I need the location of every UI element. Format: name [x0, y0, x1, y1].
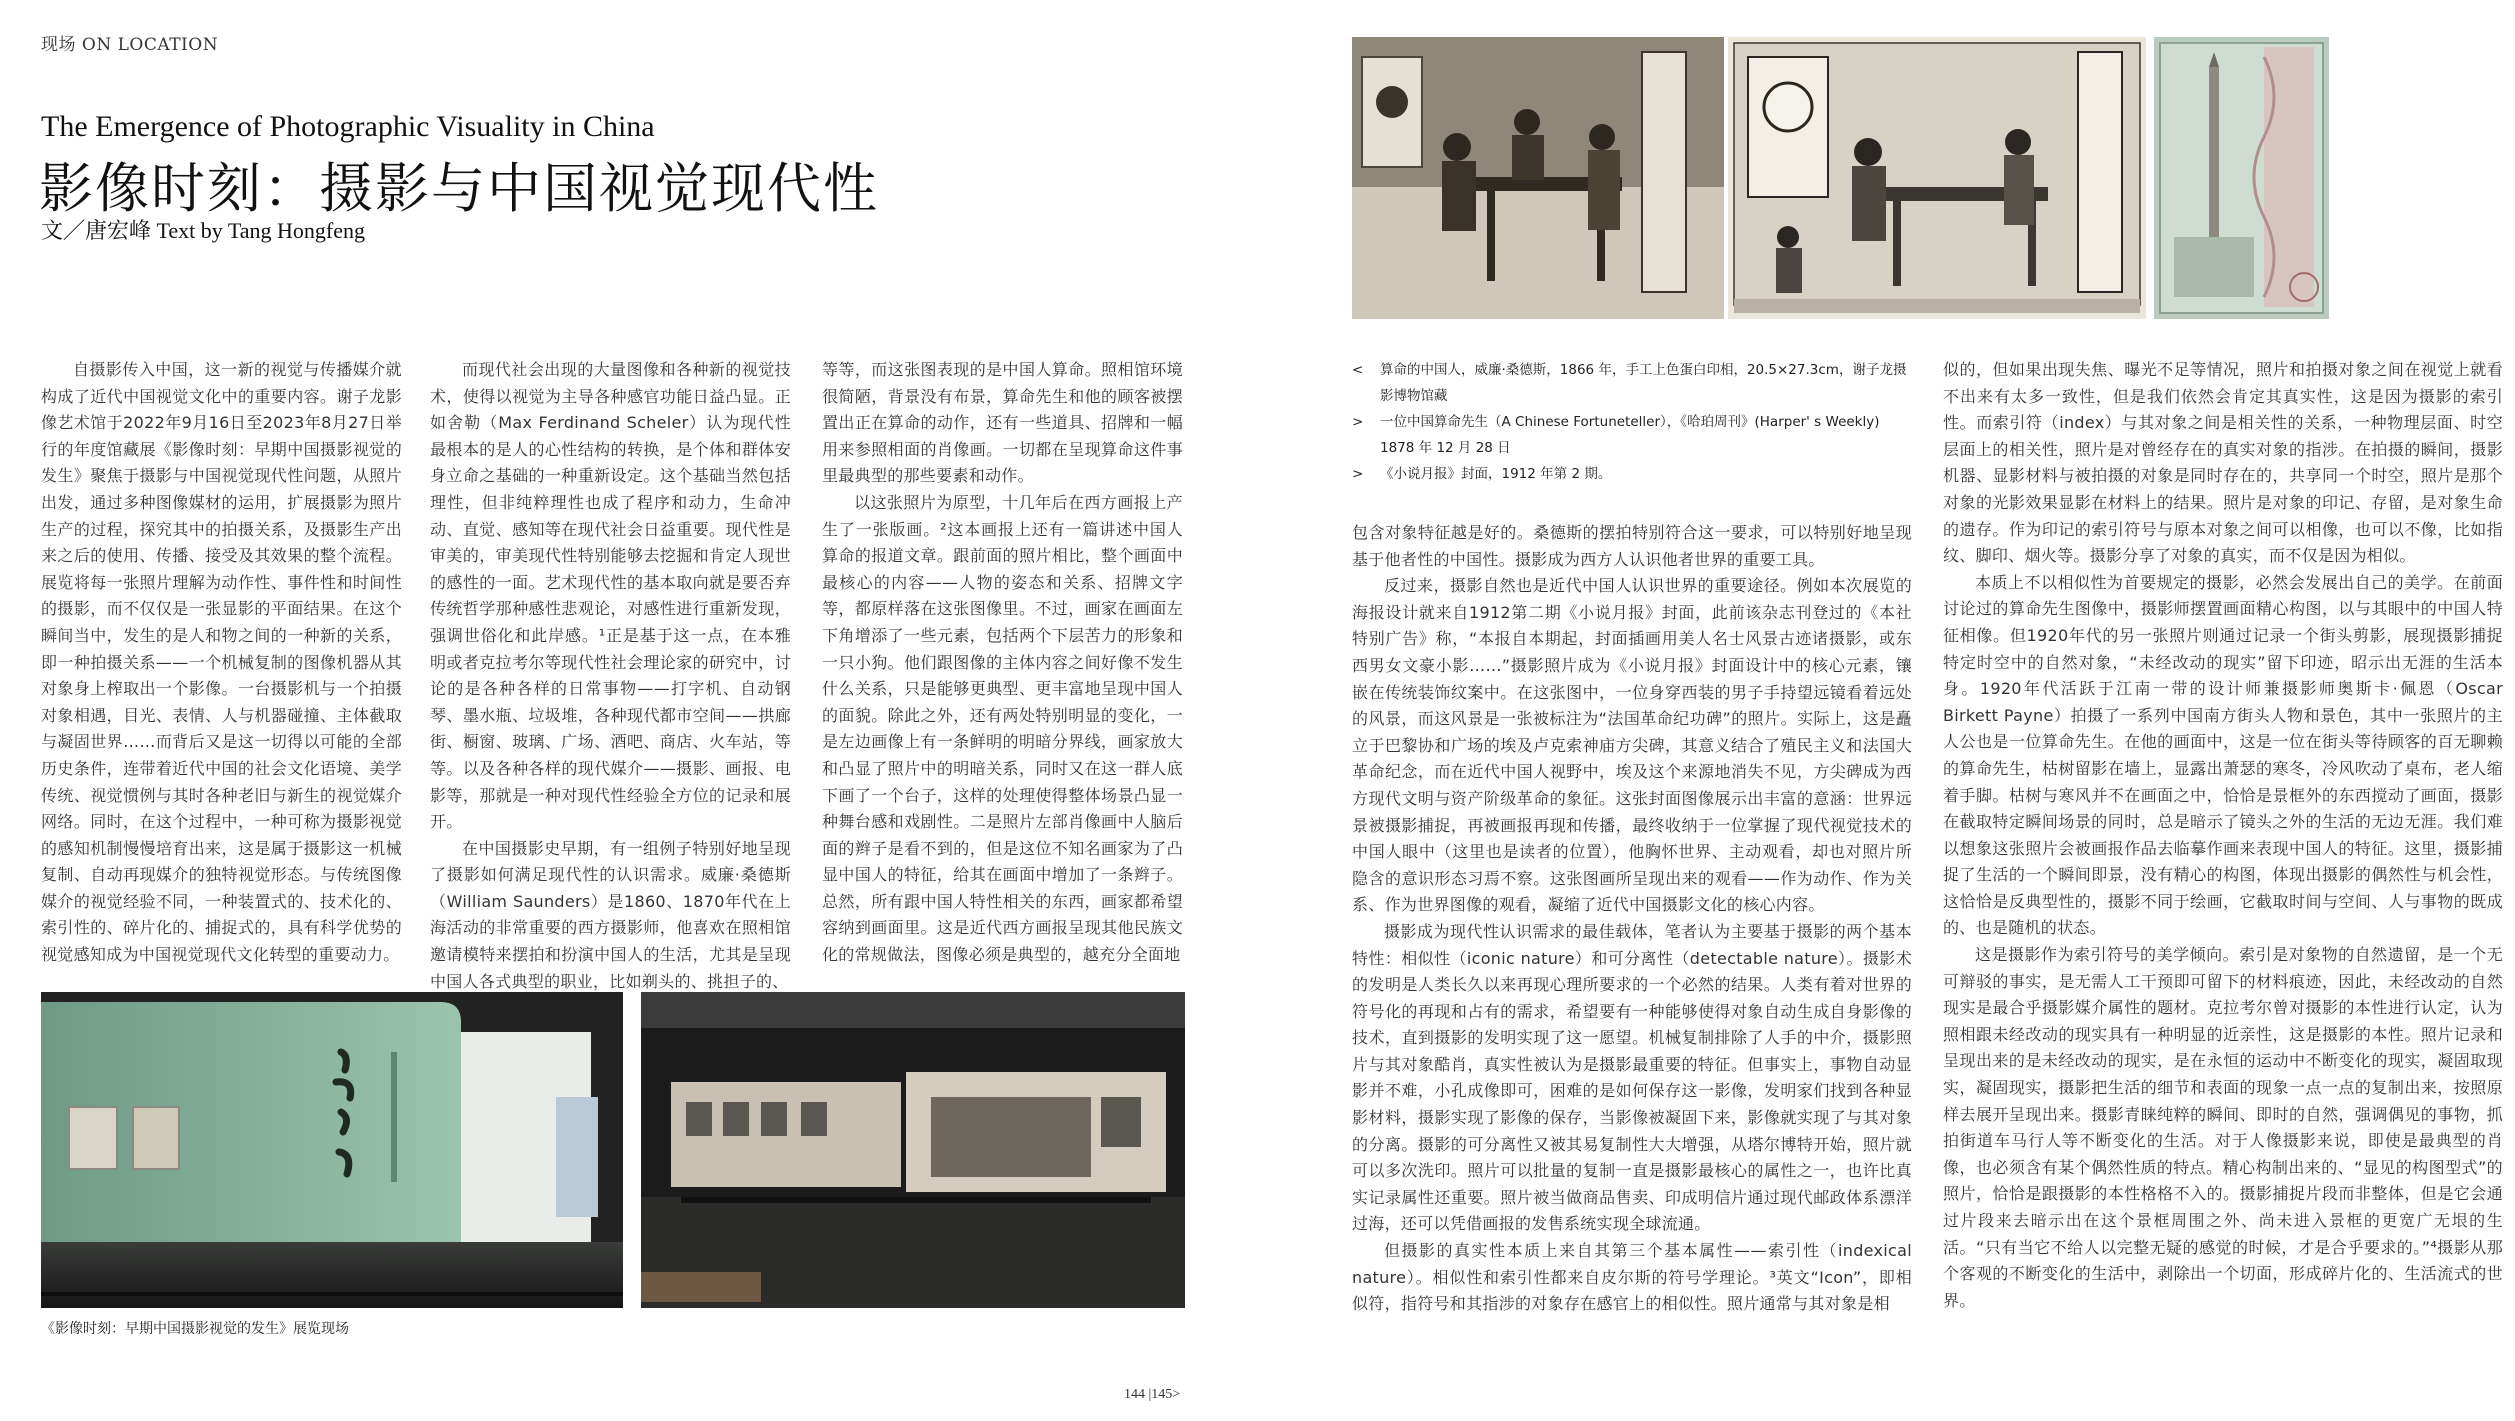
paragraph: 以这张照片为原型，十几年后在西方画报上产生了一张版画。²这本画报上还有一篇讲述中国人算命的报道文章。跟前面的照片相比，整个画面中最核心的内容——人物的姿态和关系、招牌文字等，都原样落在这张图像里。不过，画家在画面左下角增添了一些元素，包括两个下层苦力的形象和一只小狗。他们跟图像的主体内容之间好像不发生什么关系，只是能够更典型、更丰富地呈现中国人的面貌。除此之外，还有两处特别明显的变化，一是左边画像上有一条鲜明的明暗分界线，画家放大和凸显了照片中的明暗关系，同时又在这一群人底下画了一个台子，这样的处理使得整体场景凸显一种舞台感和戏剧性。二是照片左部肖像画中人脑后面的辫子是看不到的，但是这位不知名画家为了凸显中国人的特征，给其在画面中增加了一条辫子。总然，所有跟中国人特性相关的东西，画家都希望容纳到画面里。这是近代西方画报呈现其他民族文化的常规做法，图像必须是典型的，越充分全面地 — [822, 492, 1183, 965]
image-captions — [1352, 357, 1912, 487]
magazine-cover-drawing — [2154, 37, 2329, 319]
caption-item — [1352, 461, 1912, 487]
text-column-1 — [41, 357, 402, 969]
fortuneteller-photograph-drawing — [1352, 37, 1724, 319]
byline: 文／唐宏峰 Text by Tang Hongfeng — [41, 218, 366, 243]
fortuneteller-engraving — [1728, 37, 2146, 319]
paragraph: 这是摄影作为索引符号的美学倾向。索引是对象物的自然遗留，是一个无可辩驳的事实，是无需人工干预即可留下的材料痕迹，因此，未经改动的自然现实是最合乎摄影媒介属性的题材。克拉考尔曾对摄影的本性进行认定，认为照相跟未经改动的现实具有一种明显的近亲性，这是摄影的本性。照片记录和呈现出来的是未经改动的现实，是在永恒的运动中不断变化的现实，凝固取现实，凝固现实，摄影把生活的细节和表面的现象一点一点的复制出来，按照原样去展开呈现出来。摄影青睐纯粹的瞬间、即时的自然，强调偶见的事物，抓拍街道车马行人等不断变化的生活。对于人像摄影来说，即使是最典型的肖像，也必须含有某个偶然性质的特点。精心构制出来的、“显见的构图型式”的照片，恰恰是跟摄影的本性格格不入的。摄影捕捉片段而非整体，但是它会通过片段来去暗示出在这个景框周围之外、尚未进入景框的更宽广无垠的生活。“只有当它不给人以完整无疑的感觉的时候，才是合乎要求的。”⁴摄影从那个客观的不断变化的生活中，剥除出一个切面，形成碎片化的、生活流式的世界。 — [1943, 945, 2503, 1310]
paragraph: 反过来，摄影自然也是近代中国人认识世界的重要途径。例如本次展览的海报设计就来自1912第二期《小说月报》封面，此前该杂志刊登过的《本社特别广告》称，“本报自本期起，封面插画用美人名士风景古迹诸摄影，或东西男女文豪小影……”摄影照片成为《小说月报》封面设计中的核心元素，镶嵌在传统装饰纹案中。在这张图中，一位身穿西装的男子手持望远镜看着远处的风景，而这风景是一张被标注为“法国革命纪功碑”的照片。实际上，这是矗立于巴黎协和广场的埃及卢克索神庙方尖碑，其意义结合了殖民主义和法国大革命纪念，而在近代中国人视野中，埃及这个来源地消失不见，方尖碑成为西方现代文明与资产阶级革命的象征。这张封面图像展示出丰富的意涵：世界远景被摄影捕捉，再被画报再现和传播，最终收纳于一位掌握了现代视觉技术的中国人眼中（这里也是读者的位置），他胸怀世界、主动观看，却也对照片所隐含的意识形态习焉不察。这张图画所呈现出来的观看——作为动作、作为关系、作为世界图像的观看，凝缩了近代中国摄影文化的核心内容。 — [1352, 576, 1912, 915]
paragraph: 摄影成为现代性认识需求的最佳载体，笔者认为主要基于摄影的两个基本特性：相似性（iconic nature）和可分离性（detectable nature）。摄影术的发明是人类长久以来再现心理所要求的一个必然的结果。人类有着对世界的符号化的再现和占有的需求，希望要有一种能够使得对象自动生成自身影像的技术，直到摄影的发明实现了这一愿望。机械复制排除了人手的中介，摄影照片与其对象酷肖，真实性被认为是摄影最重要的特征。但事实上，事物自动显影并不难，小孔成像即可，困难的是如何保存这一影像，发明家们找到各种显影材料，摄影实现了影像的保存，当影像被凝固下来，影像就实现了与其对象的分离。摄影的可分离性又被其易复制性大大增强，从塔尔博特开始，照片就可以多次洗印。照片可以批量的复制一直是摄影最核心的属性之一，也许比真实记录属性还重要。照片被当做商品售卖、印成明信片通过现代邮政体系漂洋过海，还可以凭借画报的发售系统实现全球流通。 — [1352, 921, 1912, 1234]
caption-arrow-icon: > — [1352, 414, 1364, 430]
exhibition-photo-green-wall-drawing — [41, 992, 623, 1308]
caption-arrow-icon: > — [1352, 466, 1364, 482]
text-column-5 — [1943, 357, 2503, 1314]
caption-text: 算命的中国人，威廉·桑德斯，1866 年，手工上色蛋白印相，20.5×27.3cm，谢子龙摄影博物馆藏 — [1380, 362, 1907, 404]
paragraph: 而现代社会出现的大量图像和各种新的视觉技术，使得以视觉为主导各种感官功能日益凸显。正如舍勒（Max Ferdinand Scheler）认为现代性最根本的是人的心性结构的转换，是个体和群体安身立命之基础的一种重新设定。这个基础当然包括理性，但非纯粹理性也成了程序和动力，生命冲动、直觉、感知等在现代社会日益重要。现代性是审美的，审美现代性特别能够去挖掘和肯定人现世的感性的一面。艺术现代性的基本取向就是要否弃传统哲学那种感性悲观论，对感性进行重新发现，强调世俗化和此岸感。¹正是基于这一点，在本雅明或者克拉考尔等现代性社会理论家的研究中，讨论的是各种各样的日常事物——打字机、自动钢琴、墨水瓶、垃圾堆，各种现代都市空间——拱廊街、橱窗、玻璃、广场、酒吧、商店、火车站，等等。以及各种各样的现代媒介——摄影、画报、电影等，那就是一种对现代性经验全方位的记录和展开。 — [430, 360, 791, 832]
paragraph: 在中国摄影史早期，有一组例子特别好地呈现了摄影如何满足现代性的认识需求。威廉·桑德斯（William Saunders）是1860、1870年代在上海活动的非常重要的西方摄影师，他喜欢在照相馆邀请模特来摆拍和扮演中国人的生活，尤其是呈现中国人各式典型的职业，比如剃头的、挑担子的、 — [430, 838, 791, 991]
caption-item — [1352, 357, 1912, 409]
paragraph: 包含对象特征越是好的。桑德斯的摆拍特别符合这一要求，可以特别好地呈现基于他者性的中国性。摄影成为西方人认识他者世界的重要工具。 — [1352, 523, 1912, 569]
paragraph: 但摄影的真实性本质上来自其第三个基本属性——索引性（indexical nature）。相似性和索引性都来自皮尔斯的符号学理论。³英文“Icon”，即相似符，指符号和其指涉的对象存在感官上的相似性。照片通常与其对象是相 — [1352, 1241, 1912, 1314]
exhibition-photo-dark-room-drawing — [641, 992, 1185, 1308]
exhibition-photo-caption: 《影像时刻：早期中国摄影视觉的发生》展览现场 — [41, 1321, 349, 1337]
text-column-3 — [822, 357, 1183, 969]
text-column-4 — [1352, 520, 1912, 1318]
article-title-en: The Emergence of Photographic Visuality in China — [41, 110, 655, 143]
page-number: 144 |145> — [1124, 1387, 1181, 1402]
caption-text: 《小说月报》封面，1912 年第 2 期。 — [1380, 466, 1612, 482]
fortuneteller-photograph — [1352, 37, 1724, 319]
text-column-2 — [430, 357, 791, 995]
caption-arrow-icon: < — [1352, 362, 1364, 378]
caption-item — [1352, 409, 1912, 461]
paragraph: 等等，而这张图表现的是中国人算命。照相馆环境很简陋，背景没有布景，算命先生和他的顾客被摆置出正在算命的动作，还有一些道具、招牌和一幅用来参照相面的肖像画。一切都在呈现算命这件事里最典型的那些要素和动作。 — [822, 360, 1183, 486]
magazine-cover — [2154, 37, 2329, 319]
paragraph: 似的，但如果出现失焦、曝光不足等情况，照片和拍摄对象之间在视觉上就看不出来有太多一致性，但是我们依然会肯定其真实性，这是因为摄影的索引性。而索引符（index）与其对象之间是相关性的关系，一种物理层面、时空层面上的相关性，照片是对曾经存在的真实对象的指涉。在拍摄的瞬间，摄影机器、显影材料与被拍摄的对象是同时存在的，共享同一个时空，照片是那个对象的光影效果显影在材料上的结果。照片是对象的印记、存留，是对象生命的遗存。作为印记的索引符号与原本对象之间可以相像，也可以不像，比如指纹、脚印、烟火等。摄影分享了对象的真实，而不仅是因为相似。 — [1943, 360, 2503, 566]
section-tag: 现场 ON LOCATION — [41, 35, 219, 55]
fortuneteller-engraving-drawing — [1728, 37, 2146, 319]
paragraph: 自摄影传入中国，这一新的视觉与传播媒介就构成了近代中国视觉文化中的重要内容。谢子龙影像艺术馆于2022年9月16日至2023年8月27日举行的年度馆藏展《影像时刻：早期中国摄影视觉的发生》聚焦于摄影与中国视觉现代性问题，从照片出发，通过多种图像媒材的运用，扩展摄影为照片生产的过程，探究其中的拍摄关系，及摄影生产出来之后的使用、传播、接受及其效果的整个流程。展览将每一张照片理解为动作性、事件性和时间性的摄影，而不仅仅是一张显影的平面结果。在这个瞬间当中，发生的是人和物之间的一种新的关系，即一种拍摄关系——一个机械复制的图像机器从其对象身上榨取出一个影像。一台摄影机与一个拍摄对象相遇，目光、表情、人与机器碰撞、主体截取与凝固世界……而背后又是这一切得以可能的全部历史条件，连带着近代中国的社会文化语境、美学传统、视觉惯例与其时各种老旧与新生的视觉媒介网络。同时，在这个过程中，一种可称为摄影视觉的感知机制慢慢培育出来，这是属于摄影这一机械复制、自动再现媒介的独特视觉形态。与传统图像媒介的视觉经验不同，一种装置式的、技术化的、索引性的、碎片化的、捕捉式的，具有科学优势的视觉感知成为中国视觉现代文化转型的重要动力。 — [41, 360, 402, 965]
exhibition-photo-dark-room — [641, 992, 1185, 1308]
caption-text: 一位中国算命先生（A Chinese Fortuneteller），《哈珀周刊》(Harper' s Weekly) 1878 年 12 月 28 日 — [1380, 414, 1880, 456]
exhibition-photo-green-wall — [41, 992, 623, 1308]
paragraph: 本质上不以相似性为首要规定的摄影，必然会发展出自己的美学。在前面讨论过的算命先生图像中，摄影师摆置画面精心构图，以与其眼中的中国人特征相像。但1920年代的另一张照片则通过记录一个街头剪影，展现摄影捕捉特定时空中的自然对象，“未经改动的现实”留下印迹，昭示出无涯的生活本身。1920年代活跃于江南一带的设计师兼摄影师奥斯卡·佩恩（Oscar Birkett Payne）拍摄了一系列中国南方街头人物和景色，其中一张照片的主人公也是一位算命先生。在他的画面中，这是一位在街头等待顾客的百无聊赖的算命先生，枯树留影在墙上，显露出萧瑟的寒冬，冷风吹动了桌布，老人缩着手脚。枯树与寒风并不在画面之中，恰恰是景框外的东西搅动了画面，摄影在截取特定瞬间场景的同时，总是暗示了镜头之外的生活的无边无涯。我们难以想象这张照片会被画报作品去临摹作画来表现中国人的特征。这里，摄影捕捉了生活的一个瞬间即景，没有精心的构图，体现出摄影的偶然性与机会性，这恰恰是反典型性的，摄影不同于绘画，它截取时间与空间、人与事物的既成的、也是随机的状态。 — [1943, 572, 2503, 938]
article-title-zh: 影像时刻：摄影与中国视觉现代性 — [39, 157, 879, 220]
